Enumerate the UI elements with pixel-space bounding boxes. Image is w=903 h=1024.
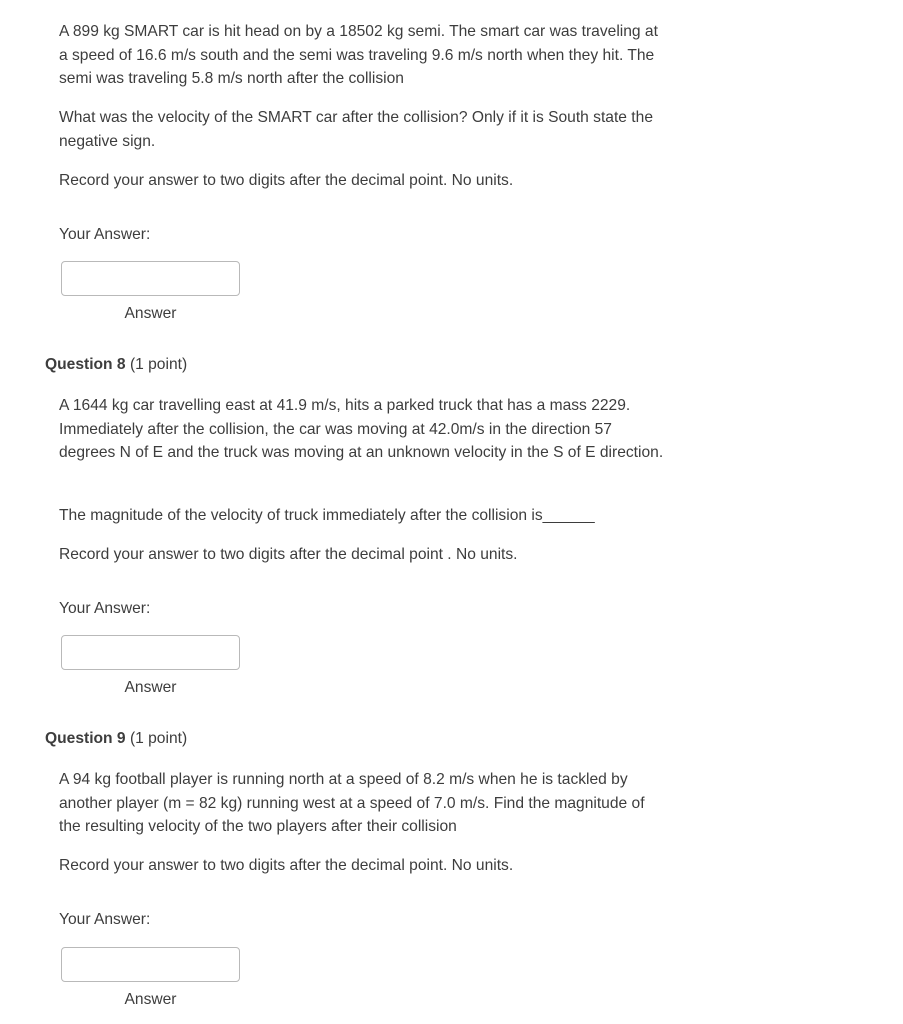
q7-problem-text: A 899 kg SMART car is hit head on by a 18502 kg semi. The smart car was traveling at a speed of 16.6 m/s south and the semi was traveling 9.6 m/s north when they hit. The semi was traveling 5.8 m/s north after the collision: [59, 23, 658, 87]
q7-answer-caption: Answer: [124, 305, 177, 322]
q9-header: [45, 727, 187, 750]
q7-answer-input[interactable]: [61, 261, 240, 296]
q8-your-answer-label: Your Answer:: [59, 600, 151, 617]
q9-answer-input[interactable]: [61, 947, 240, 982]
q7-your-answer-label: Your Answer:: [59, 226, 151, 243]
q8-question-text: The magnitude of the velocity of truck immediately after the collision is______: [59, 507, 595, 524]
q8-title: Question 8: [45, 356, 126, 373]
q9-problem-text: A 94 kg football player is running north at a speed of 8.2 m/s when he is tackled by another player (m = 82 kg) running west at a speed of 7.0 m/s. Find the magnitude of the resulting velocity of the two players after their collision: [59, 771, 645, 835]
q8-instructions-text: Record your answer to two digits after the decimal point . No units.: [59, 546, 518, 563]
q9-your-answer-label: Your Answer:: [59, 911, 151, 928]
q8-answer-input[interactable]: [61, 635, 240, 670]
q7-instructions-text: Record your answer to two digits after the decimal point. No units.: [59, 172, 514, 189]
q9-instructions-text: Record your answer to two digits after the decimal point. No units.: [59, 857, 514, 874]
q9-points: (1 point): [129, 730, 188, 747]
q9-title: Question 9: [45, 730, 126, 747]
q8-problem-text: A 1644 kg car travelling east at 41.9 m/s, hits a parked truck that has a mass 2229. Immediately after the collision, the car was moving at 42.0m/s in the direction 57 degrees N of E and the truck was moving at an unknown velocity in the S of E direction.: [59, 397, 664, 461]
q9-answer-caption: Answer: [124, 991, 177, 1008]
q7-question-text: What was the velocity of the SMART car after the collision? Only if it is South state the negative sign.: [59, 109, 653, 150]
q8-answer-caption: Answer: [124, 679, 177, 696]
q8-points: (1 point): [129, 356, 188, 373]
q8-header: [45, 353, 187, 376]
